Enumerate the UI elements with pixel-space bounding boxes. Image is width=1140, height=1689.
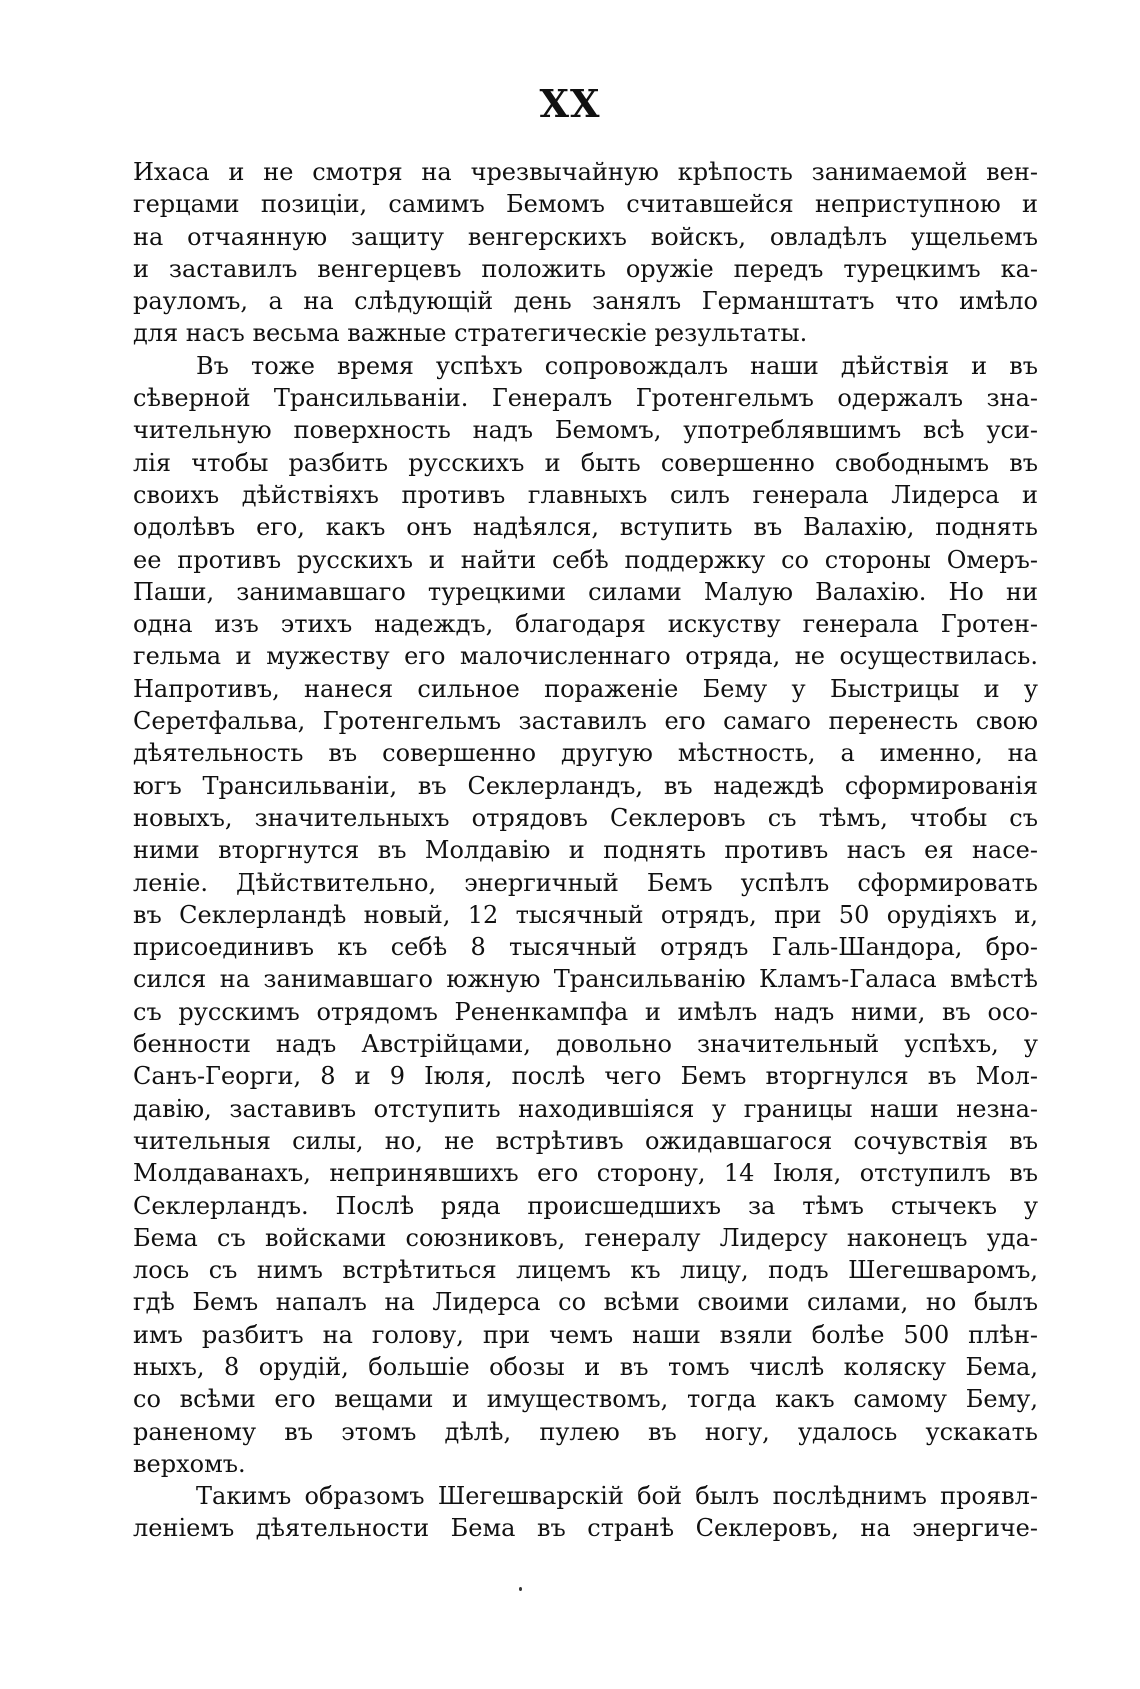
text-line: своихъ дѣйствіяхъ противъ главныхъ силъ генерала Лидерса и xyxy=(133,480,1038,509)
text-line: Паши, занимавшаго турецкими силами Малую Валахію. Но ни xyxy=(133,577,1038,606)
text-line: Въ тоже время успѣхъ сопровождалъ наши дѣйствія и въ xyxy=(196,351,1038,380)
text-line: Бема съ войсками союзниковъ, генералу Лидерсу наконецъ уда- xyxy=(133,1223,1038,1252)
text-line: новыхъ, значительныхъ отрядовъ Секлеровъ съ тѣмъ, чтобы съ xyxy=(133,803,1038,832)
text-line: верхомъ. xyxy=(133,1449,246,1478)
text-line: сился на занимавшаго южную Трансильванію Кламъ-Галаса вмѣстѣ xyxy=(133,965,1038,994)
text-line: лось съ нимъ встрѣтиться лицемъ къ лицу, подъ Шегешваромъ, xyxy=(133,1256,1038,1285)
page-number: XX xyxy=(539,81,601,126)
text-line: Санъ-Георги, 8 и 9 Іюля, послѣ чего Бемъ вторгнулся въ Мол- xyxy=(133,1062,1038,1091)
text-line: одолѣвъ его, какъ онъ надѣялся, вступить въ Валахію, поднять xyxy=(133,513,1038,542)
text-line: леніемъ дѣятельности Бема въ странѣ Секлеровъ, на энергиче- xyxy=(133,1514,1038,1543)
text-line: Серетфальва, Гротенгельмъ заставилъ его самаго перенесть свою xyxy=(133,707,1038,736)
text-line: югъ Трансильваніи, въ Секлерландъ, въ надеждѣ сформированія xyxy=(133,771,1038,800)
text-line: лія чтобы разбить русскихъ и быть совершенно свободнымъ въ xyxy=(133,448,1038,477)
text-line: имъ разбитъ на голову, при чемъ наши взяли болѣе 500 плѣн- xyxy=(133,1320,1038,1349)
text-line: со всѣми его вещами и имуществомъ, тогда какъ самому Бему, xyxy=(133,1385,1038,1414)
text-line: леніе. Дѣйствительно, энергичный Бемъ успѣлъ сформировать xyxy=(133,868,1038,897)
text-line: ныхъ, 8 орудій, большіе обозы и въ томъ числѣ коляску Бема, xyxy=(133,1352,1038,1381)
text-line: Такимъ образомъ Шегешварскій бой былъ послѣднимъ проявл- xyxy=(196,1482,1038,1511)
text-line: ее противъ русскихъ и найти себѣ поддержку со стороны Омеръ- xyxy=(133,545,1038,574)
text-line: чительную поверхность надъ Бемомъ, употреблявшимъ всѣ уси- xyxy=(133,416,1038,445)
text-line: гдѣ Бемъ напалъ на Лидерса со всѣми своими силами, но былъ xyxy=(133,1288,1038,1317)
text-line: бенности надъ Австрійцами, довольно значительный успѣхъ, у xyxy=(133,1030,1038,1059)
text-line: чительныя силы, но, не встрѣтивъ ожидавшагося сочувствія въ xyxy=(133,1126,1038,1155)
text-line: ними вторгнутся въ Молдавію и поднять противъ насъ ея насе- xyxy=(133,836,1038,865)
text-line: въ Секлерландѣ новый, 12 тысячный отрядъ, при 50 орудіяхъ и, xyxy=(133,900,1038,929)
body-text xyxy=(133,156,1038,1545)
text-line: съ русскимъ отрядомъ Рененкампфа и имѣлъ надъ ними, въ осо- xyxy=(133,997,1038,1026)
text-line: Ихаса и не смотря на чрезвычайную крѣпость занимаемой вен- xyxy=(133,158,1038,186)
text-line: и заставилъ венгерцевъ положить оружіе передъ турецкимъ ка- xyxy=(133,254,1038,283)
text-line: на отчаянную защиту венгерскихъ войскъ, овладѣлъ ущельемъ xyxy=(133,222,1038,251)
print-speck xyxy=(519,1587,522,1591)
text-line: сѣверной Трансильваніи. Генералъ Гротенгельмъ одержалъ зна- xyxy=(133,384,1038,413)
text-line: для насъ весьма важные стратегическіе результаты. xyxy=(133,319,808,348)
text-line: одна изъ этихъ надеждъ, благодаря искуству генерала Гротен- xyxy=(133,610,1038,639)
text-line: присоединивъ къ себѣ 8 тысячный отрядъ Галь-Шандора, бро- xyxy=(133,933,1038,962)
text-line: дѣятельность въ совершенно другую мѣстность, а именно, на xyxy=(133,739,1038,768)
text-line: давію, заставивъ отступить находившіяся у границы наши незна- xyxy=(133,1094,1038,1123)
text-line: Напротивъ, нанеся сильное пораженіе Бему у Быстрицы и у xyxy=(133,674,1038,703)
text-line: раненому въ этомъ дѣлѣ, пулею въ ногу, удалось ускакать xyxy=(133,1417,1038,1446)
text-line: Секлерландъ. Послѣ ряда происшедшихъ за тѣмъ стычекъ у xyxy=(133,1191,1038,1220)
text-line: Молдаванахъ, непринявшихъ его сторону, 14 Іюля, отступилъ въ xyxy=(133,1159,1038,1188)
text-line: гельма и мужеству его малочисленнаго отряда, не осуществилась. xyxy=(133,642,1038,671)
text-line: рауломъ, а на слѣдующій день занялъ Германштатъ что имѣло xyxy=(133,287,1038,316)
text-line: герцами позиціи, самимъ Бемомъ считавшейся неприступною и xyxy=(133,190,1038,219)
